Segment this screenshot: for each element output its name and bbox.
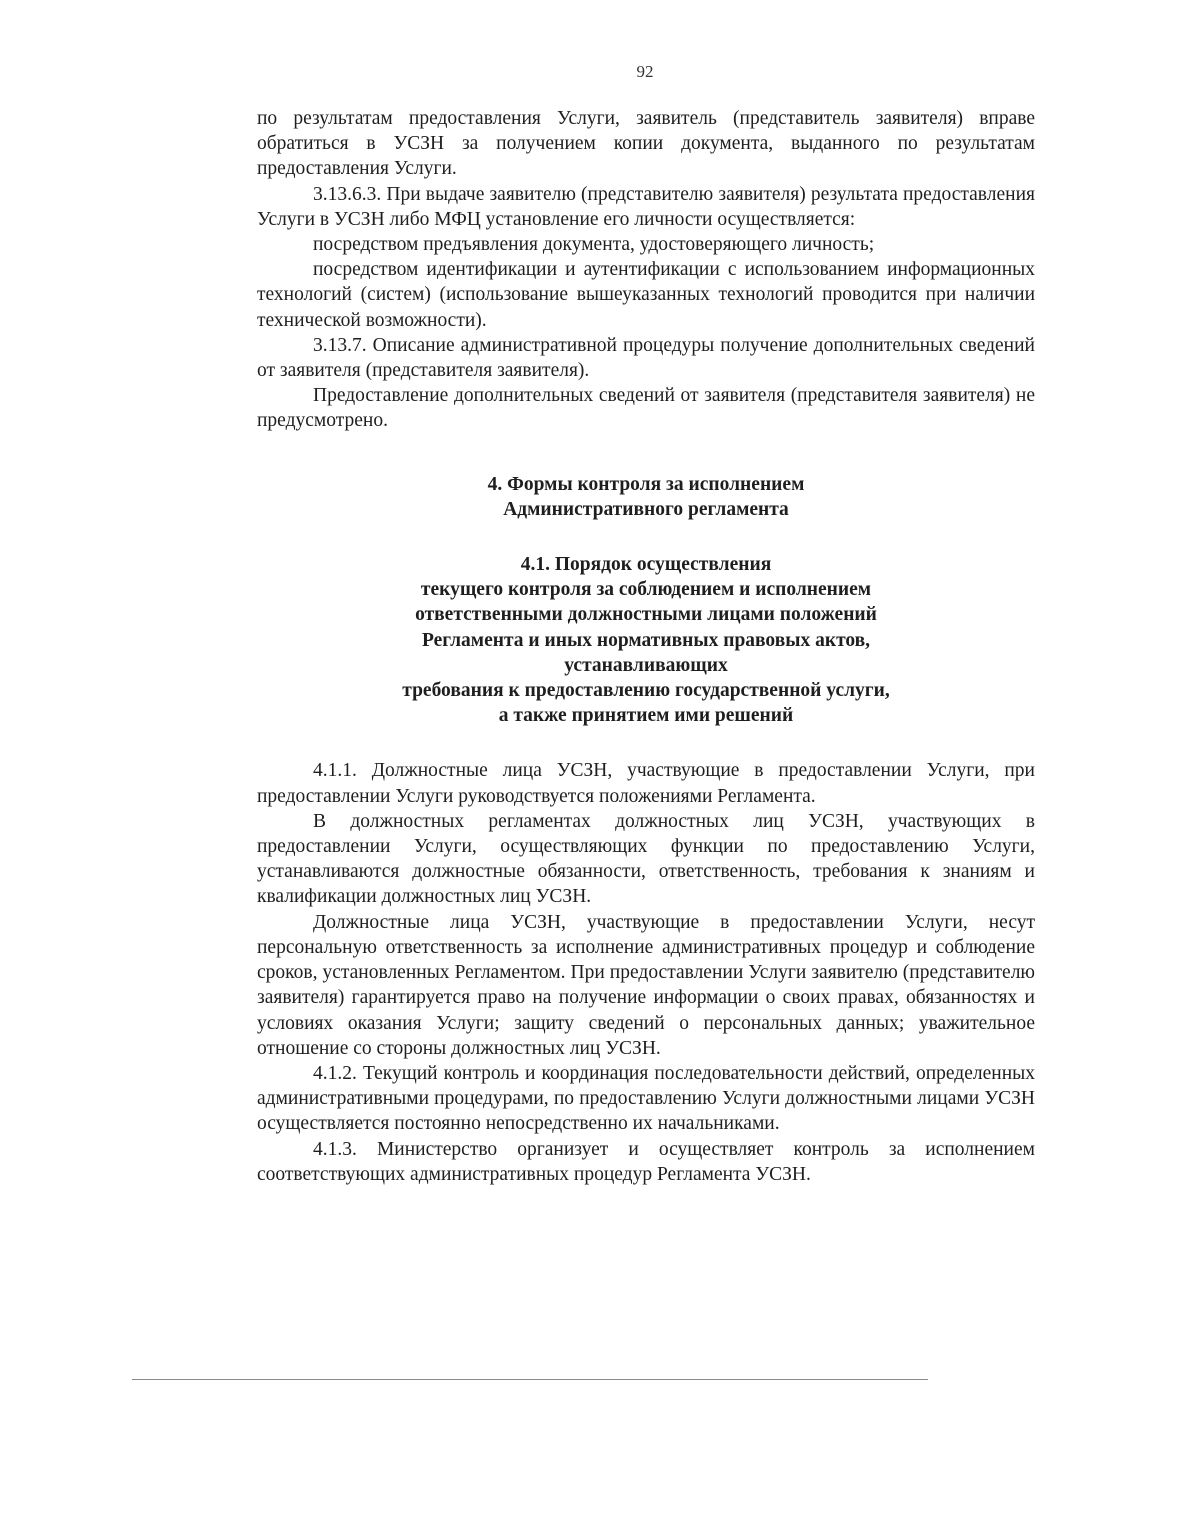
heading-line: 4.1. Порядок осуществления <box>520 554 772 576</box>
paragraph: 4.1.1. Должностные лица УСЗН, участвующие в предоставлении Услуги, при предоставлении Услуги руководствуется положениями Регламента. <box>257 760 1035 807</box>
document-body <box>257 106 1035 1187</box>
heading-line: устанавливающих <box>564 654 728 676</box>
heading-line: ответственными должностными лицами положений <box>415 604 877 626</box>
paragraph: В должностных регламентах должностных лиц УСЗН, участвующих в предоставлении Услуги, осуществляющих функции по предоставлению Услуги, устанавливаются должностные обязанности, ответственность, требования к знаниям и квалификации должностных лиц УСЗН. <box>257 810 1035 908</box>
heading-line: текущего контроля за соблюдением и исполнением <box>420 579 872 601</box>
bottom-paragraphs <box>257 758 1035 1186</box>
paragraph: 3.13.6.3. При выдаче заявителю (представителю заявителя) результата предоставления Услуги в УСЗН либо МФЦ установление его личности осуществляется: <box>257 183 1035 230</box>
heading-line: Административного регламента <box>503 498 789 520</box>
heading-line: а также принятием ими решений <box>498 705 794 727</box>
heading-line: Регламента и иных нормативных правовых актов, <box>421 629 871 651</box>
paragraph: Должностные лица УСЗН, участвующие в предоставлении Услуги, несут персональную ответственность за исполнение административных процедур и соблюдение сроков, установленных Регламентом. При предоставлении Услуги заявителю (представителю заявителя) гарантируется право на получение информации о своих правах, обязанностях и условиях оказания Услуги; защиту сведений о персональных данных; уважительное отношение со стороны должностных лиц УСЗН. <box>257 911 1035 1059</box>
top-paragraphs <box>257 106 1035 434</box>
heading-line: 4. Формы контроля за исполнением <box>487 473 805 495</box>
paragraph: посредством идентификации и аутентификации с использованием информационных технологий (систем) (использование вышеуказанных технологий проводится при наличии технической возможности). <box>257 259 1035 331</box>
paragraph: по результатам предоставления Услуги, заявитель (представитель заявителя) вправе обратиться в УСЗН за получением копии документа, выданного по результатам предоставления Услуги. <box>257 108 1035 180</box>
heading-line: требования к предоставлению государственной услуги, <box>402 680 890 702</box>
paragraph: 4.1.3. Министерство организует и осуществляет контроль за исполнением соответствующих административных процедур Регламента УСЗН. <box>257 1138 1035 1185</box>
paragraph: Предоставление дополнительных сведений от заявителя (представителя заявителя) не предусмотрено. <box>257 385 1035 432</box>
section-heading <box>257 472 1035 522</box>
paragraph: 4.1.2. Текущий контроль и координация последовательности действий, определенных административными процедурами, по предоставлению Услуги должностными лицами УСЗН осуществляется постоянно непосредственно их начальниками. <box>257 1062 1035 1135</box>
bottom-rule <box>132 1379 928 1380</box>
paragraph: посредством предъявления документа, удостоверяющего личность; <box>313 234 875 256</box>
paragraph: 3.13.7. Описание административной процедуры получение дополнительных сведений от заявителя (представителя заявителя). <box>257 334 1035 382</box>
page-number: 92 <box>636 62 654 81</box>
subsection-heading <box>257 552 1035 728</box>
